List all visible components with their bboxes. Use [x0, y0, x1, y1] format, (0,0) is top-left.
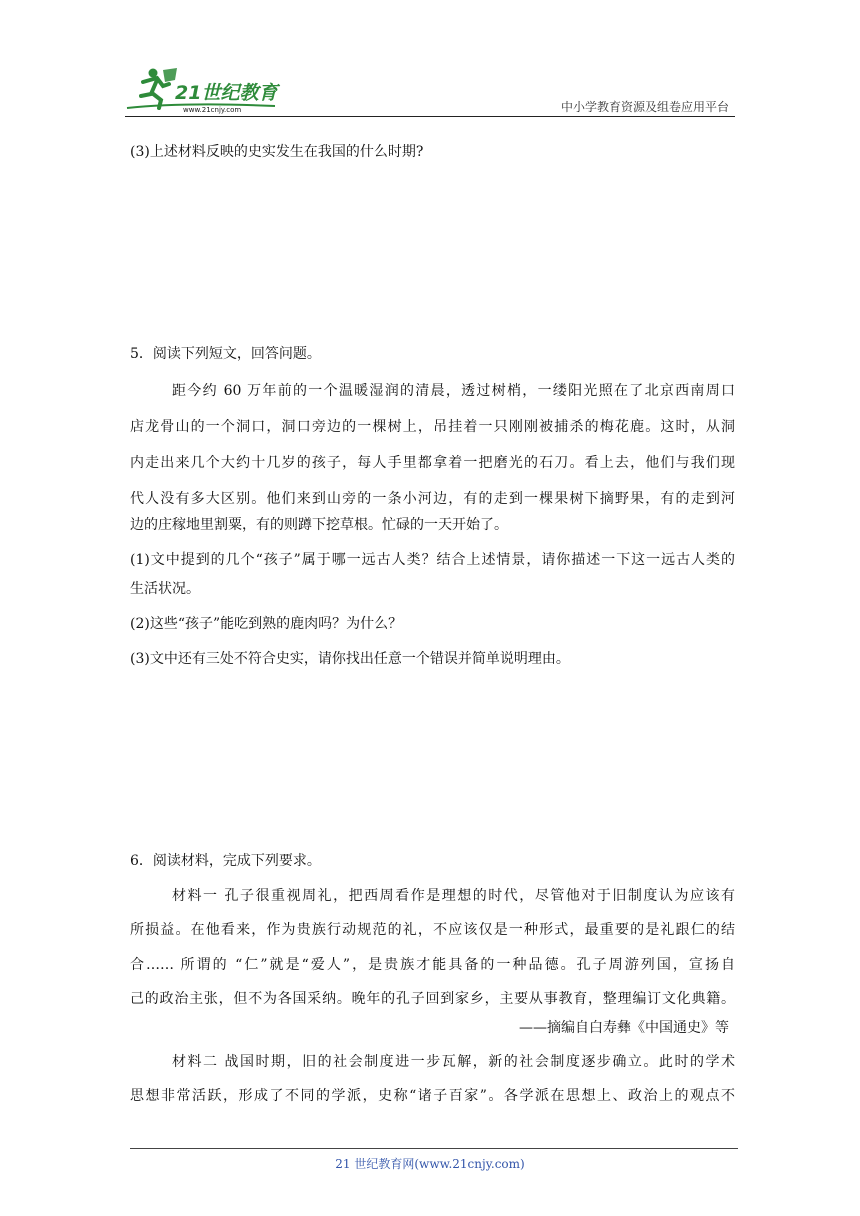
page-footer: 21 世纪教育网(www.21cnjy.com) — [335, 1157, 525, 1171]
q5-passage-line: 距今约 60 万年前的一个温暖湿润的清晨，透过树梢，一缕阳光照在了北京西南周口 — [172, 383, 735, 399]
logo-text: 21世纪教育 — [175, 82, 278, 104]
logo-url: www.21cnjy.com — [183, 106, 242, 114]
q5-passage-line: 边的庄稼地里割粟，有的则蹲下挖草根。忙碌的一天开始了。 — [130, 517, 508, 533]
site-logo — [125, 62, 295, 114]
page-header — [125, 62, 735, 118]
platform-title: 中小学教育资源及组卷应用平台 — [560, 100, 729, 114]
q5-passage-line: 代人没有多大区别。他们来到山旁的一条小河边，有的走到一棵果树下摘野果，有的走到河 — [130, 491, 735, 507]
q5-passage-line: 内走出来几个大约十几岁的孩子，每人手里都拿着一把磨光的石刀。看上去，他们与我们现 — [130, 455, 735, 471]
q5-passage-line: 店龙骨山的一个洞口，洞口旁边的一棵树上，吊挂着一只刚刚被捕杀的梅花鹿。这时，从洞 — [130, 419, 735, 435]
q5-title: 5．阅读下列短文，回答问题。 — [130, 346, 321, 362]
q6-material2-line: 材料二 战国时期，旧的社会制度进一步瓦解，新的社会制度逐步确立。此时的学术 — [172, 1054, 735, 1070]
q6-material1-line: 材料一 孔子很重视周礼，把西周看作是理想的时代，尽管他对于旧制度认为应该有 — [172, 888, 735, 904]
header-divider — [125, 116, 735, 117]
q6-title: 6．阅读材料，完成下列要求。 — [130, 853, 321, 869]
footer-divider — [130, 1148, 738, 1149]
q5-sub2: (2)这些“孩子”能吃到熟的鹿肉吗？为什么？ — [130, 616, 403, 632]
q6-material1-line: 己的政治主张，但不为各国采纳。晚年的孔子回到家乡，主要从事教育，整理编订文化典籍。 — [130, 991, 735, 1007]
q6-material1-line: 所损益。在他看来，作为贵族行动规范的礼，不应该仅是一种形式，最重要的是礼跟仁的结 — [130, 922, 735, 938]
q5-sub3: (3)文中还有三处不符合史实，请你找出任意一个错误并简单说明理由。 — [130, 651, 570, 667]
q6-material1-line: 合…… 所谓的 “仁”就是“爱人”，是贵族才能具备的一种品德。孔子周游列国，宣扬自 — [130, 957, 735, 973]
q6-material2-line: 思想非常活跃，形成了不同的学派，史称“诸子百家”。各学派在思想上、政治上的观点不 — [130, 1088, 735, 1104]
q6-source1: ——摘编自白寿彝《中国通史》等 — [519, 1020, 729, 1036]
runner-icon — [141, 68, 177, 108]
q4-sub3: (3)上述材料反映的史实发生在我国的什么时期? — [130, 144, 424, 160]
q5-sub1: (1)文中提到的几个“孩子”属于哪一远古人类？结合上述情景，请你描述一下这一远古人类的 — [130, 552, 735, 568]
q5-sub1-cont: 生活状况。 — [130, 581, 200, 597]
